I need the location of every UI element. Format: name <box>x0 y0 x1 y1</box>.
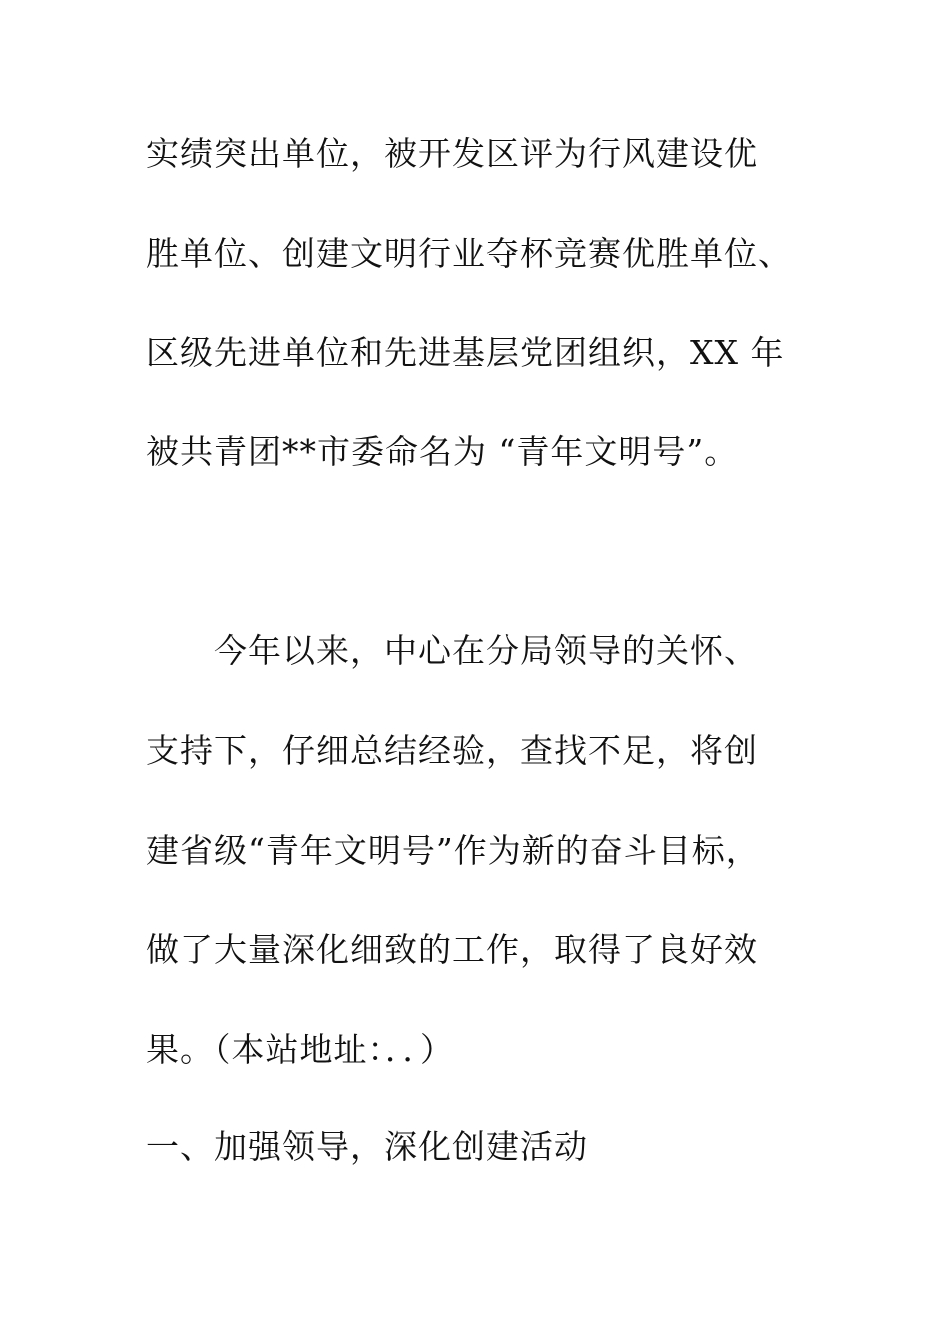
paragraph-line: 被共青团**市委命名为 “青年文明号”。 <box>146 432 739 471</box>
paragraph-line: 建省级“青年文明号”作为新的奋斗目标， <box>146 831 760 870</box>
paragraph-line: 今年以来，中心在分局领导的关怀、 <box>146 631 758 670</box>
paragraph-line: 胜单位、创建文明行业夺杯竞赛优胜单位、 <box>146 234 792 273</box>
paragraph-line: 实绩突出单位，被开发区评为行风建设优 <box>146 134 758 173</box>
section-heading: 一、加强领导，深化创建活动 <box>146 1127 588 1166</box>
paragraph-line: 果。（本站地址：．．） <box>146 1030 454 1069</box>
paragraph-line: 支持下，仔细总结经验，查找不足，将创 <box>146 731 758 770</box>
paragraph-line: 做了大量深化细致的工作，取得了良好效 <box>146 930 758 969</box>
paragraph-line: 区级先进单位和先进基层党团组织，XX 年 <box>146 333 785 372</box>
